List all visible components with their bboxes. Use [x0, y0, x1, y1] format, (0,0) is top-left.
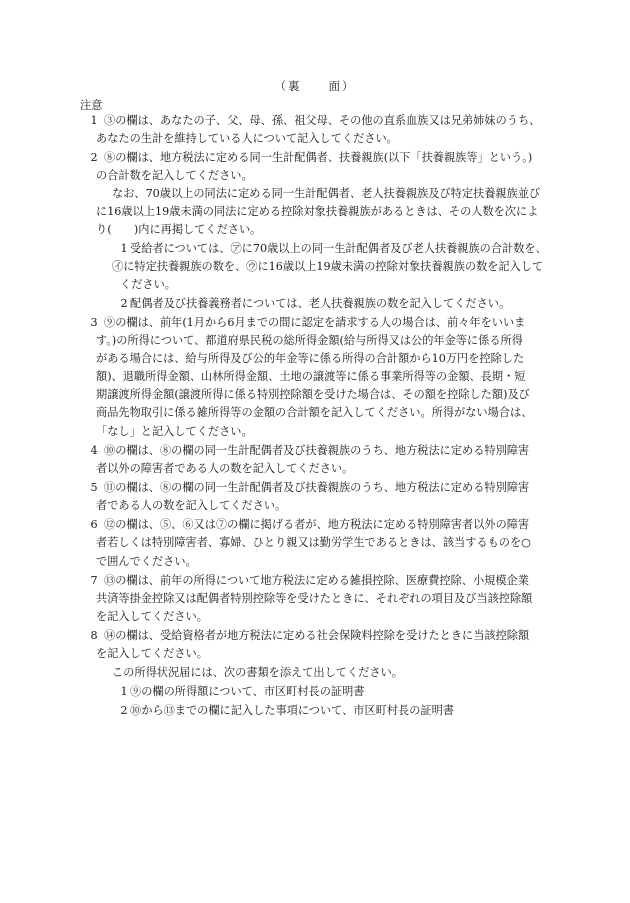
note-7-line-2: 共済等掛金控除又は配偶者特別控除等を受けたときに、それぞれの項目及び当該控除額: [96, 592, 533, 605]
note-5-line-1: ⑪の欄は、⑧の欄の同一生計配偶者及び扶養親族のうち、地方税法に定める特別障害: [104, 481, 530, 494]
note-4-line-1: ⑩の欄は、⑧の欄の同一生計配偶者及び扶養親族のうち、地方税法に定める特別障害: [104, 444, 530, 457]
note-2-line-1: ⑧の欄は、地方税法に定める同一生計配偶者、扶養親族(以下「扶養親族等」という。): [104, 151, 533, 164]
note-1-line-1: ③の欄は、あなたの子、父、母、孫、祖父母、その他の直系血族又は兄弟姉妹のうち、: [104, 114, 541, 127]
note-3-line-2: す。)の所得について、都道府県民税の総所得金額(給与所得又は公的年金等に係る所得: [96, 334, 523, 347]
note-4-line-2: 者以外の障害者である人の数を記入してください。: [96, 462, 354, 475]
note-2-number: 2: [90, 151, 98, 164]
notes-heading: 注意: [80, 99, 103, 112]
note-2-sub-2-line-1: 配偶者及び扶養義務者については、老人扶養親族の数を記入してください。: [130, 297, 511, 310]
note-2-extra-1: なお、70歳以上の同法に定める同一生計配偶者、老人扶養親族及び特定扶養親族並び: [112, 187, 541, 200]
note-3-line-4: 額)、退職所得金額、山林所得金額、土地の譲渡等に係る事業所得等の金額、長期・短: [96, 370, 526, 383]
note-8-line-1: ⑭の欄は、受給資格者が地方税法に定める社会保険料控除を受けたときに当該控除額: [104, 629, 530, 642]
note-3-line-6: 商品先物取引に係る雑所得等の金額の合計額を記入してください。所得がない場合は、: [96, 406, 533, 419]
note-2-sub-1-line-3: ください。: [120, 278, 176, 291]
note-4-number: 4: [90, 444, 98, 457]
note-7-line-1: ⑬の欄は、前年の所得について地方税法に定める雑損控除、医療費控除、小規模企業: [104, 574, 529, 587]
note-3-line-7: 「なし」と記入してください。: [96, 425, 253, 438]
note-5-number: 5: [90, 481, 98, 494]
page-title: （裏 面）: [274, 79, 356, 93]
note-6-line-2: 者若しくは特別障害者、寡婦、ひとり親又は勤労学生であるときは、該当するものを○: [96, 536, 531, 549]
note-3-line-3: がある場合には、給与所得及び公的年金等に係る所得の合計額から10万円を控除した: [96, 352, 525, 365]
note-3-line-5: 期譲渡所得金額(譲渡所得に係る特別控除額を受けた場合は、その額を控除した額)及び: [96, 388, 530, 401]
note-2-sub-2-number: 2: [120, 297, 128, 310]
note-2-line-2: の合計数を記入してください。: [96, 169, 253, 182]
note-2-sub-1-line-2: ㋑に特定扶養親族の数を、㋒に16歳以上19歳未満の控除対象扶養親族の数を記入して: [112, 260, 544, 273]
note-8-sub-1-line-1: ⑨の欄の所得額について、市区町村長の証明書: [130, 685, 365, 698]
note-8-line-2: を記入してください。: [96, 647, 208, 660]
note-1-line-2: あなたの生計を維持している人について記入してください。: [96, 132, 398, 145]
note-7-line-3: を記入してください。: [96, 610, 208, 623]
note-8-sub-1-number: 1: [120, 685, 128, 698]
note-6-line-3: で囲んでください。: [96, 555, 197, 568]
note-8-extra-1: この所得状況届には、次の書類を添えて出してください。: [112, 666, 403, 679]
note-3-line-1: ⑨の欄は、前年(1月から6月までの間に認定を請求する人の場合は、前々年をいいま: [104, 316, 526, 329]
note-7-number: 7: [90, 574, 98, 587]
note-8-sub-2-number: 2: [120, 704, 128, 717]
note-2-extra-3: り( )内に再掲してください。: [96, 223, 262, 236]
note-6-number: 6: [90, 518, 98, 531]
note-2-sub-1-number: 1: [120, 242, 128, 255]
note-1-number: 1: [90, 114, 98, 127]
note-8-number: 8: [90, 629, 98, 642]
note-3-number: 3: [90, 316, 98, 329]
note-8-sub-2-line-1: ⑩から⑬までの欄に記入した事項について、市区町村長の証明書: [130, 704, 454, 717]
note-2-extra-2: に16歳以上19歳未満の同法に定める控除対象扶養親族があるときは、その人数を次によ: [96, 205, 539, 218]
note-2-sub-1-line-1: 受給者については、㋐に70歳以上の同一生計配偶者及び老人扶養親族の合計数を、: [130, 242, 547, 255]
note-6-line-1: ⑫の欄は、⑤、⑥又は⑦の欄に掲げる者が、地方税法に定める特別障害者以外の障害: [104, 518, 530, 531]
note-5-line-2: 者である人の数を記入してください。: [96, 499, 287, 512]
